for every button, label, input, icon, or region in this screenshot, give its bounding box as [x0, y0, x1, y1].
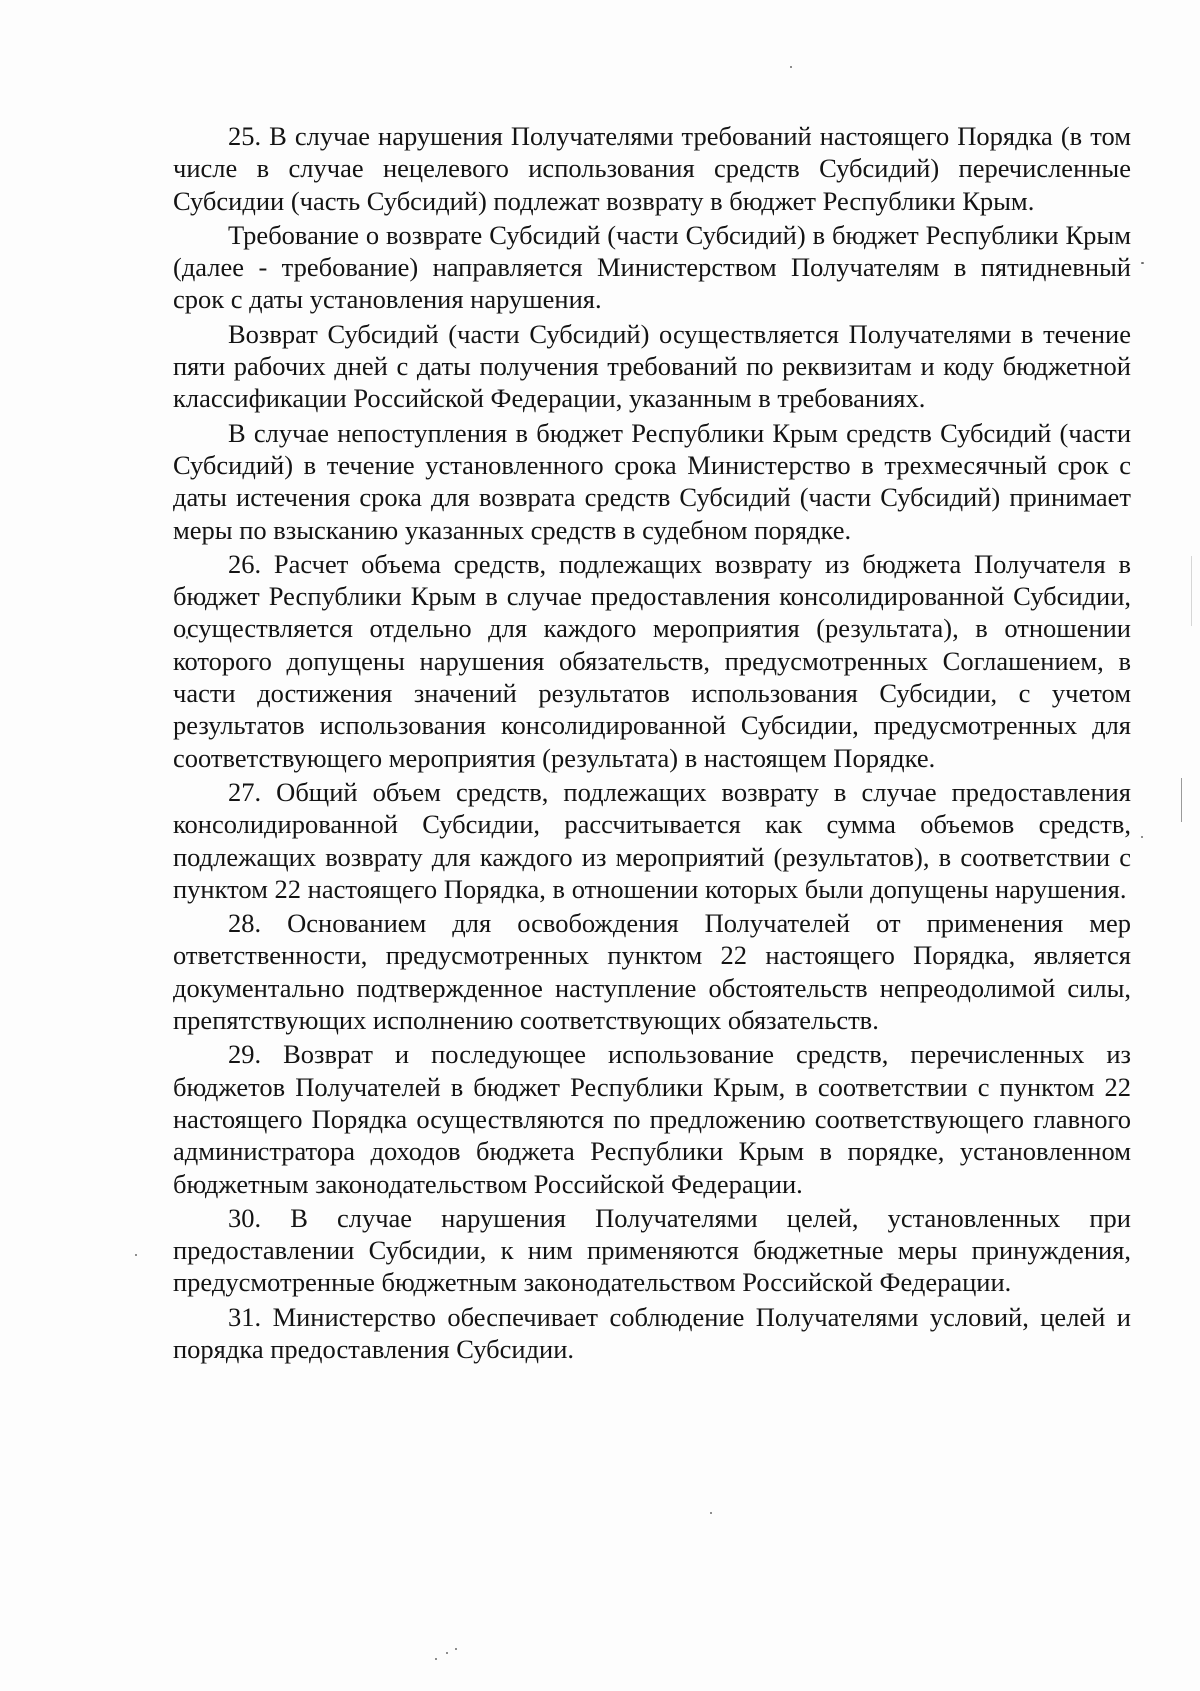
- paragraph-25-non-receipt: В случае непоступления в бюджет Республики Крым средств Субсидий (части Субсидий) в течение установленного срока Министерство в трехмесячный срок с даты истечения срока для возврата средств Субсидий (части Субсидий) принимает меры по взысканию указанных средств в судебном порядке.: [173, 417, 1131, 545]
- paragraph-30: 30. В случае нарушения Получателями целей, установленных при предоставлении Субсидии, к ним применяются бюджетные меры принуждения, предусмотренные бюджетным законодательством Российской Федерации.: [173, 1202, 1131, 1298]
- paragraph-28: 28. Основанием для освобождения Получателей от применения мер ответственности, предусмотренных пунктом 22 настоящего Порядка, является документально подтвержденное наступление обстоятельств непреодолимой силы, препятствующих исполнению соответствующих обязательств.: [173, 908, 1131, 1036]
- paragraph-25-requirement: Требование о возврате Субсидий (части Субсидий) в бюджет Республики Крым (далее - требование) направляется Министерством Получателям в пятидневный срок с даты установления нарушения.: [173, 219, 1131, 315]
- paragraph-29: 29. Возврат и последующее использование средств, перечисленных из бюджетов Получателей в бюджет Республики Крым, в соответствии с пунктом 22 настоящего Порядка осуществляются по предложению соответствующего главного администратора доходов бюджета Республики Крым в порядке, установленном бюджетным законодательством Российской Федерации.: [173, 1039, 1131, 1199]
- scan-speck: [455, 1648, 457, 1650]
- document-body: [173, 120, 1131, 1367]
- scan-scratch: [1181, 778, 1182, 822]
- paragraph-25-return: Возврат Субсидий (части Субсидий) осуществляется Получателями в течение пяти рабочих дней с даты получения требований по реквизитам и коду бюджетной классификации Российской Федерации, указанным в требованиях.: [173, 318, 1131, 414]
- scan-speck: [790, 66, 792, 68]
- scan-speck: [1141, 262, 1144, 264]
- paragraph-25: 25. В случае нарушения Получателями требований настоящего Порядка (в том числе в случае нецелевого использования средств Субсидий) перечисленные Субсидии (часть Субсидий) подлежат возврату в бюджет Республики Крым.: [173, 121, 1131, 216]
- paragraph-31: 31. Министерство обеспечивает соблюдение Получателями условий, целей и порядка предоставления Субсидии.: [173, 1301, 1131, 1364]
- scan-scratch: [1191, 556, 1192, 626]
- scan-speck: [710, 1512, 712, 1514]
- paragraph-27: 27. Общий объем средств, подлежащих возврату в случае предоставления консолидированной Субсидии, рассчитывается как сумма объемов средств, подлежащих возврату для каждого из мероприятий (результатов), в соответствии с пунктом 22 настоящего Порядка, в отношении которых были допущены нарушения.: [173, 776, 1131, 904]
- scan-speck: [1141, 836, 1143, 838]
- paragraph-26: 26. Расчет объема средств, подлежащих возврату из бюджета Получателя в бюджет Республики Крым в случае предоставления консолидированной Субсидии, осуществляется отдельно для каждого мероприятия (результата), в отношении которого допущены нарушения обязательств, предусмотренных Соглашением, в части достижения значений результатов использования Субсидии, с учетом результатов использования консолидированной Субсидии, предусмотренных для соответствующего мероприятия (результата) в настоящем Порядке.: [173, 548, 1131, 773]
- scan-speck: [135, 1254, 137, 1256]
- scan-speck: [435, 1658, 437, 1660]
- scan-speck: [446, 1652, 448, 1654]
